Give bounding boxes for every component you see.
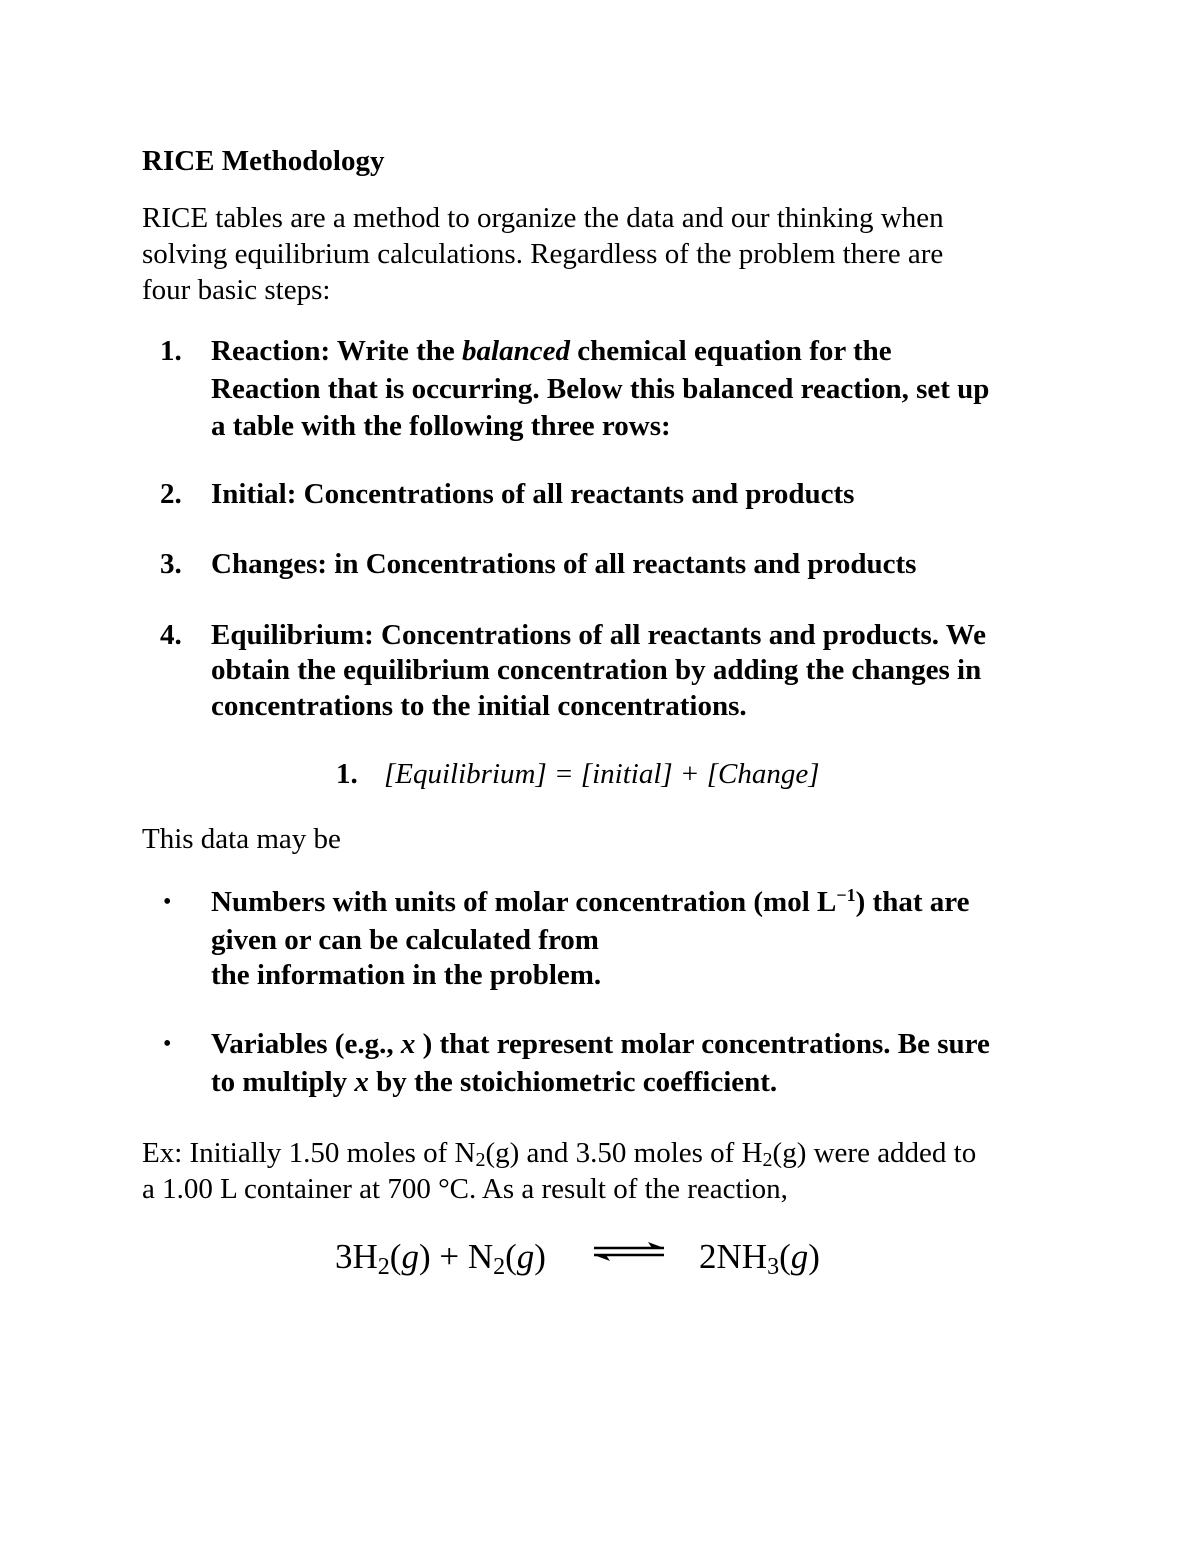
variable-x: x (354, 1066, 369, 1098)
step-2-line: Initial: Concentrations of all reactants and products (211, 478, 855, 510)
bullet-2-line-2: to multiply x by the stoichiometric coefficient. (211, 1066, 778, 1098)
bullet-1-line-1: Numbers with units of molar concentration (mol $L^{-1}$) that are (211, 885, 970, 918)
step-1-line-3: a table with the following three rows: (211, 410, 671, 442)
example-line-1: Ex: Initially 1.50 moles of $N_2(g)$ and 3.50 moles of $H_2(g)$ were added to (142, 1137, 977, 1171)
step-1-line-1: Reaction: Write the balanced chemical equation for the (211, 335, 892, 367)
step-1-line-2: Reaction that is occurring. Below this balanced reaction, set up (211, 373, 990, 405)
variable-x: x (400, 1028, 416, 1060)
bullet-2-line-1: Variables (e.g., x ) that represent molar concentrations. Be sure (211, 1028, 990, 1060)
step-number: 1. (160, 335, 182, 367)
reaction-reactants: $3H_2(g) + N_2(g)$ (335, 1237, 546, 1280)
step-2-label: Initial: (211, 478, 297, 510)
equilibrium-equation: [Equilibrium] = [initial] + [Change] (384, 758, 820, 790)
step-4-line-2: obtain the equilibrium concentration by adding the changes in (211, 654, 982, 686)
emphasis-balanced: balanced (462, 335, 570, 367)
reaction-products: $2NH_3(g)$ (699, 1237, 820, 1280)
data-intro: This data may be (142, 823, 341, 855)
intro-line-2: solving equilibrium calculations. Regardless of the problem there are (142, 238, 944, 270)
bullet-1-line-2: given or can be calculated from (211, 924, 599, 956)
step-number: 2. (160, 478, 182, 510)
step-number: 4. (160, 619, 182, 651)
step-1-label: Reaction: (211, 335, 331, 367)
superscript-exponent: −1 (836, 885, 856, 905)
step-4-line-1: Equilibrium: Concentrations of all reactants and products. We (211, 619, 987, 651)
sub-equation-number: 1. (336, 758, 358, 790)
equilibrium-arrow-icon (590, 1240, 668, 1262)
step-3-line: Changes: in Concentrations of all reactants and products (211, 548, 917, 580)
step-4-label: Equilibrium: (211, 619, 374, 651)
step-4-line-3: concentrations to the initial concentrations. (211, 690, 747, 722)
intro-line-1: RICE tables are a method to organize the data and our thinking when (142, 202, 944, 234)
bullet-marker: • (163, 889, 172, 915)
step-3-label: Changes: (211, 548, 328, 580)
bullet-1-line-3: the information in the problem. (211, 959, 602, 991)
step-number: 3. (160, 548, 182, 580)
intro-line-3: four basic steps: (142, 274, 331, 306)
page-title: RICE Methodology (142, 145, 385, 177)
example-line-2: a 1.00 L container at 700 °C. As a result of the reaction, (142, 1173, 788, 1205)
bullet-marker: • (163, 1031, 172, 1057)
